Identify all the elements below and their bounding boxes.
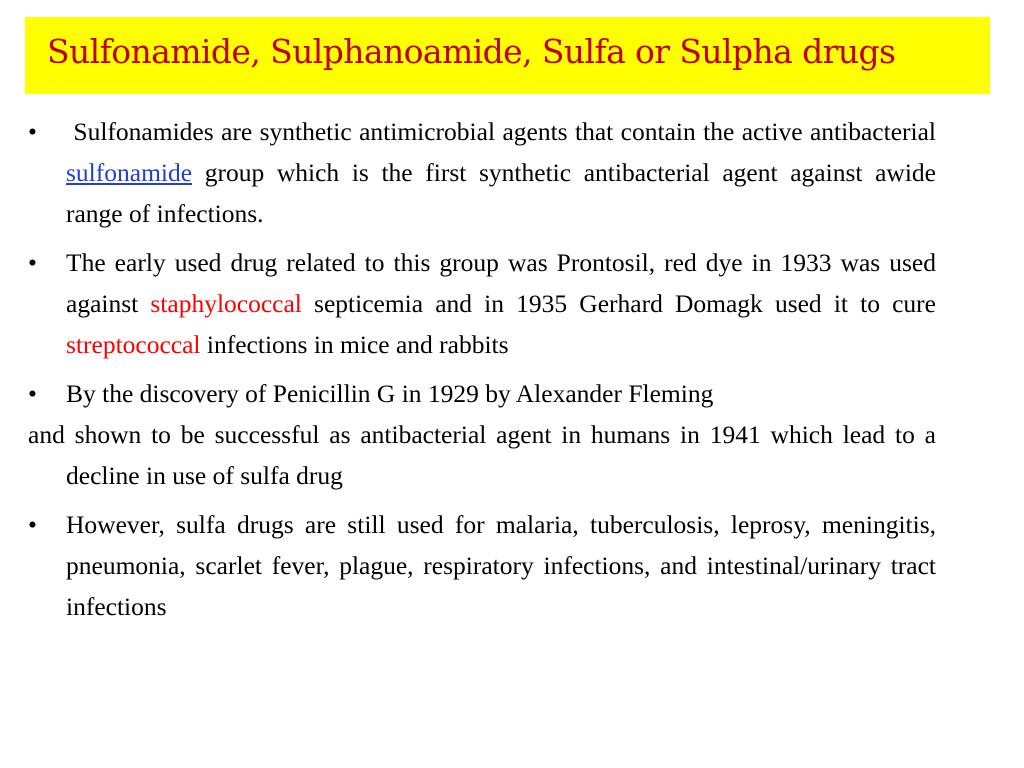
bullet-icon: • [28,379,37,408]
slide-body [28,111,936,627]
continuation-paragraph [28,414,936,496]
highlight-term: staphylococcal [150,289,302,318]
paragraph-text: infections in mice and rabbits [200,330,509,359]
paragraph-text: The early used drug related to this group was Prontosil, red dye in 1933 was used against [66,248,936,318]
paragraph-text: By the discovery of Penicillin G in 1929 by Alexander Fleming [66,379,714,408]
bullet-paragraph-1 [28,111,936,234]
bullet-icon: • [28,117,37,146]
sulfonamide-link[interactable]: sulfonamide [66,158,193,187]
bullet-paragraph-3 [28,373,936,414]
bullet-paragraph-4 [28,504,936,627]
paragraph-text: septicemia and in 1935 Gerhard Domagk used it to cure [301,289,936,318]
paragraph-text: group which is the first synthetic antibacterial agent against awide range of infections. [66,158,936,228]
slide-title: Sulfonamide, Sulphanoamide, Sulfa or Sulpha drugs [47,32,896,71]
paragraph-text: Sulfonamides are synthetic antimicrobial agents that contain the active antibacterial [66,117,936,146]
bullet-icon: • [28,510,37,539]
highlight-term: streptococcal [66,330,201,359]
paragraph-text: However, sulfa drugs are still used for malaria, tuberculosis, leprosy, meningitis, pneumonia, scarlet fever, plague, respiratory infections, and intestinal/urinary tract infections [66,510,936,621]
title-banner [25,17,990,94]
paragraph-text: and shown to be successful as antibacterial agent in humans in 1941 which lead to a decline in use of sulfa drug [28,420,936,490]
bullet-icon: • [28,248,37,277]
bullet-paragraph-2 [28,242,936,365]
